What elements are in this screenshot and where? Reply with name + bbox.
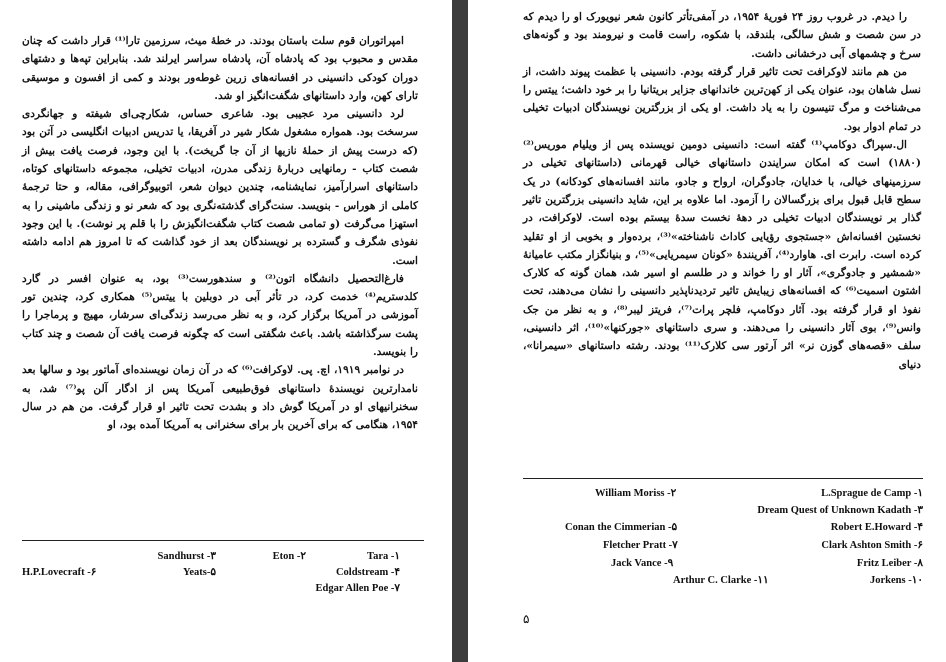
paragraph: لرد دانسینی مرد عجیبی بود. شاعری حساس، شکارچی‌ای شیفته و جهانگردی سرسخت بود. همواره مشغول شکار شیر در آفریقا، یا تدریس ادبیات انگلیسی در آتن بود (که درست پیش از حملهٔ نازیها از آن جا گریخت). با این وجود، فرصت یافت بیش از شصت کتاب - رمانهایی دربارهٔ زندگی مدرن، ادبیات تخیلی، مجموعه داستانهای کوتاه، داستانهای اسرارآمیز، نمایشنامه، چندین دیوان شعر، اتوبیوگرافی، مقاله، و حتا ترجمهٔ کاملی از هوراس - بنویسد. سنت‌گرای گذشته‌نگری بود که شعر نو و زندگی ماشینی را به استهزا می‌گرفت (و تمامی شصت کتاب شگفت‌انگیزش را با قلم پر نوشت). با این وجود نفوذی شگرف و گسترده بر نویسندگان بعد از خود گذاشت که تا امروز هم ادامه داشته است. (22, 108, 418, 267)
right-page-body-text (523, 8, 921, 374)
footnote-item: Tara -۱ (367, 551, 400, 562)
footnote-item: William Moriss -۲ (595, 488, 677, 499)
footnote-divider (22, 540, 424, 541)
footnote-divider (523, 478, 923, 479)
footnote-item: H.P.Lovecraft -۶ (22, 567, 97, 578)
paragraph: ال.سپراگ دوکامپ⁽¹⁾ گفته است: دانسینی دومین نویسنده پس از ویلیام موریس⁽²⁾ (۱۸۸۰) است که امکان سرایندن داستانهای خیالی قهرمانی (داستانهای تخیلی در سرزمینهای خیالی، با خدایان، جادوگران، ارواح و جادو، مانند افسانه‌های کودکانه) در یک سطح قابل قبول برای بزرگسالان را آزمود. اما علاوه بر این، شاید دانسینی بزرگترین تاثیر گذار بر نویسندگان ادبیات تخیلی در دههٔ نخست سدهٔ بیستم بوده است. لاوکرافت، در نخستین افسانه‌اش «جستجوی رؤیایی کاداث ناشناخته»⁽³⁾، برده‌وار و بخوبی از او تقلید کرده است. رابرت ای. هاوارد⁽⁴⁾، آفرینندهٔ «کونان سیمریایی»⁽⁵⁾، و بنیانگزار مکتب عامیانهٔ «شمشیر و جادوگری»، آثار او را خواند و در طلسم او اسیر شد، همان گونه که کلارک اشتون اسمیت⁽⁶⁾ که افسانه‌های زیبایش تاثیر تردیدناپذیر دانسینی را نشان می‌دهند، تحت نفوذ او قرار گرفته بود. آثار دوکامپ، فلچر پرات⁽⁷⁾، فریتز لیبر⁽⁸⁾، و به نظر من جک وانس⁽⁹⁾، بوی آثار دانسینی را می‌دهند. و سری داستانهای «جورکنها»⁽¹⁰⁾، اثر دانسینی، سلف «قصه‌های گوزن نر» اثر آرتور سی کلارک⁽¹¹⁾ بودند. رشته داستانهای «سیمرانا»، دنیای (523, 139, 922, 371)
paragraph: را دیدم. در غروب روز ۲۴ فوریهٔ ۱۹۵۴، در آمفی‌تأتر کانون شعر نیویورک او را دیدم که در سن شصت و شش سالگی، بلندقد، با شکوه، راست قامت و نیرومند بود و گونه‌های سرخ و چشمهای آبی درخشانی داشت. (523, 11, 921, 60)
footnote-item: Arthur C. Clarke -۱۱ (673, 575, 769, 586)
footnote-item: Edgar Allen Poe -۷ (315, 583, 400, 594)
footnote-item: Conan the Cimmerian -۵ (565, 522, 678, 533)
paragraph: امپراتوران قوم سلت باستان بودند. در خطهٔ میث، سرزمین تارا⁽¹⁾ قرار داشت که چنان مقدس و محبوب بود که پادشاه آن، پادشاه سراسر ایرلند شد. بنابراین تپه‌ها و دشتهای دوران کودکی دانسینی در افسانه‌های زرین غوطه‌ور بودند و کمی از افسون و موسیقی تارای کهن، وارد داستانهای شگفت‌انگیز او شد. (22, 35, 418, 102)
left-page (0, 0, 452, 662)
left-page-body-text (22, 32, 418, 435)
footnote-item: Yeats-۵ (182, 567, 216, 578)
book-gutter (452, 0, 468, 662)
paragraph: من هم مانند لاوکرافت تحت تاثیر قرار گرفته بودم. دانسینی با عظمت پیوند داشت، از نسل شاهان بود، عنوان یکی از کهن‌ترین خاندانهای جزایر بریتانیا را بر خود داشت؛ ییتس را می‌شناخت و مرگ تنیسون را به یاد داشت. او یکی از بزرگترین نویسندگان ادبیات تخیلی در تمام ادوار بود. (523, 65, 921, 133)
footnote-list (22, 550, 424, 610)
footnote-item: Jorkens -۱۰ (870, 575, 923, 586)
footnote-list (523, 487, 923, 587)
right-page (468, 0, 946, 662)
paragraph: در نوامبر ۱۹۱۹، اچ. پی. لاوکرافت⁽⁶⁾ که در آن زمان نویسنده‌ای آماتور بود و سالها بعد نامدارترین نویسندهٔ داستانهای فوق‌طبیعی آمریکا پس از ادگار آلن پو⁽⁷⁾ شد، به سخنرانیهای او در آمریکا گوش داد و بشدت تحت تاثیر او قرار گرفت. من هم در سال ۱۹۵۴، هنگامی که برای آخرین بار برای سخنرانی به آمریکا آمده بود، او (22, 364, 418, 432)
footnote-item: Sandhurst -۳ (157, 551, 216, 562)
footnote-item: Eton -۲ (272, 551, 306, 562)
footnote-item: Fletcher Pratt -۷ (603, 540, 678, 551)
page-number: ۵ (523, 612, 530, 626)
paragraph: فارغ‌التحصیل دانشگاه اتون⁽²⁾ و سندهورست⁽³⁾ بود، به عنوان افسر در گارد کلدستریم⁽⁴⁾ خدمت کرد، در تأثر آبی در دوبلین با ییتس⁽⁵⁾ همکاری کرد، چندین تور آموزشی در آمریکا برگزار کرد، و به نظر می‌رسد زندگی‌ای سرشار، مهیج و پرماجرا را پشت سرگذاشته باشد. باعث شگفتی است که چگونه فرصت یافت آن شصت و چند کتاب را بنویسد. (22, 272, 418, 359)
footnote-item: Coldstream -۴ (335, 567, 400, 578)
footnote-item: Robert E.Howard -۴ (830, 522, 923, 533)
footnote-item: L.Sprague de Camp -۱ (821, 488, 923, 499)
footnote-item: Clark Ashton Smith -۶ (821, 540, 923, 551)
footnote-item: Dream Quest of Unknown Kadath -۳ (757, 505, 923, 516)
footnote-item: Jack Vance -۹ (611, 558, 674, 569)
footnote-item: Fritz Leiber -۸ (856, 558, 923, 569)
